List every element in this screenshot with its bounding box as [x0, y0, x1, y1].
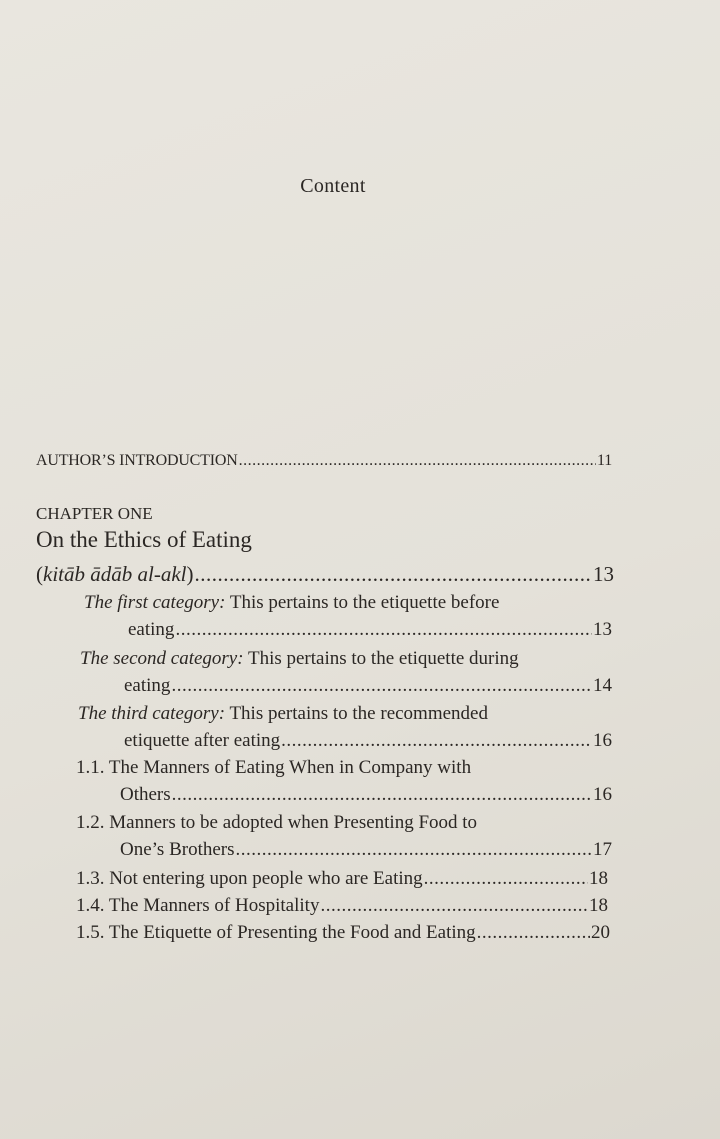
toc-page-number: 18: [589, 895, 608, 916]
dot-leader: [424, 868, 588, 890]
toc-page-number: 13: [593, 619, 612, 640]
toc-page-number: 14: [593, 675, 612, 696]
category-lead: The third category:: [78, 703, 226, 724]
toc-entry-section-1-4[interactable]: [76, 895, 608, 917]
toc-entry-label: Others: [120, 784, 171, 805]
toc-entry-third-category[interactable]: [78, 703, 488, 725]
toc-entry-introduction[interactable]: [36, 452, 612, 470]
category-text: This pertains to the etiquette during: [243, 648, 519, 669]
toc-entry-label: 1.3. Not entering upon people who are Eating: [76, 868, 423, 889]
dot-leader: [171, 675, 592, 697]
toc-entry-label: eating: [128, 619, 175, 640]
toc-page-number: 16: [593, 784, 612, 805]
dot-leader: [239, 452, 596, 470]
page-title: Content: [300, 175, 366, 197]
toc-entry-label: eating: [124, 675, 171, 696]
toc-page-number: 11: [596, 452, 612, 469]
toc-entry-first-category[interactable]: [84, 592, 499, 614]
dot-leader: [236, 839, 592, 861]
category-lead: The first category:: [84, 592, 226, 613]
toc-entry-label: One’s Brothers: [120, 839, 235, 860]
toc-entry-label: etiquette after eating: [124, 730, 281, 751]
toc-entry-section-1-3[interactable]: [76, 868, 608, 890]
toc-entry-second-category[interactable]: [80, 648, 519, 670]
category-text: This pertains to the recommended: [225, 703, 488, 724]
toc-page-number: 18: [589, 868, 608, 889]
toc-entry-label: AUTHOR’S INTRODUCTION: [36, 452, 238, 469]
toc-entry-section-1-2[interactable]: 1.2. Manners to be adopted when Presenting Food to: [76, 812, 478, 833]
dot-leader: [194, 562, 592, 587]
dot-leader: [172, 784, 592, 806]
dot-leader: [281, 730, 592, 752]
toc-page-number: 13: [593, 562, 614, 586]
toc-entry-section-1-5[interactable]: [76, 922, 610, 944]
toc-entry-section-1-1[interactable]: 1.1. The Manners of Eating When in Company with: [76, 757, 472, 778]
toc-page-number: 17: [593, 839, 612, 860]
toc-entry-section-1-2-cont[interactable]: [120, 839, 612, 861]
toc-entry-label: 1.5. The Etiquette of Presenting the Food and Eating: [76, 922, 476, 943]
chapter-title: On the Ethics of Eating: [36, 527, 252, 552]
toc-entry-third-category-cont[interactable]: [124, 730, 612, 752]
chapter-label: CHAPTER ONE: [36, 504, 153, 523]
category-lead: The second category:: [80, 648, 244, 669]
toc-entry-section-1-1-cont[interactable]: [120, 784, 612, 806]
toc-page-number: 16: [593, 730, 612, 751]
dot-leader: [175, 619, 592, 641]
chapter-subtitle: (kitāb ādāb al-akl): [36, 562, 194, 586]
toc-entry-first-category-cont[interactable]: [128, 619, 612, 641]
toc-entry-chapter[interactable]: [36, 562, 614, 587]
toc-entry-second-category-cont[interactable]: [124, 675, 612, 697]
dot-leader: [320, 895, 588, 917]
category-text: This pertains to the etiquette before: [225, 592, 500, 613]
toc-entry-label: 1.4. The Manners of Hospitality: [76, 895, 320, 916]
dot-leader: [477, 922, 590, 944]
toc-page-number: 20: [591, 922, 610, 943]
